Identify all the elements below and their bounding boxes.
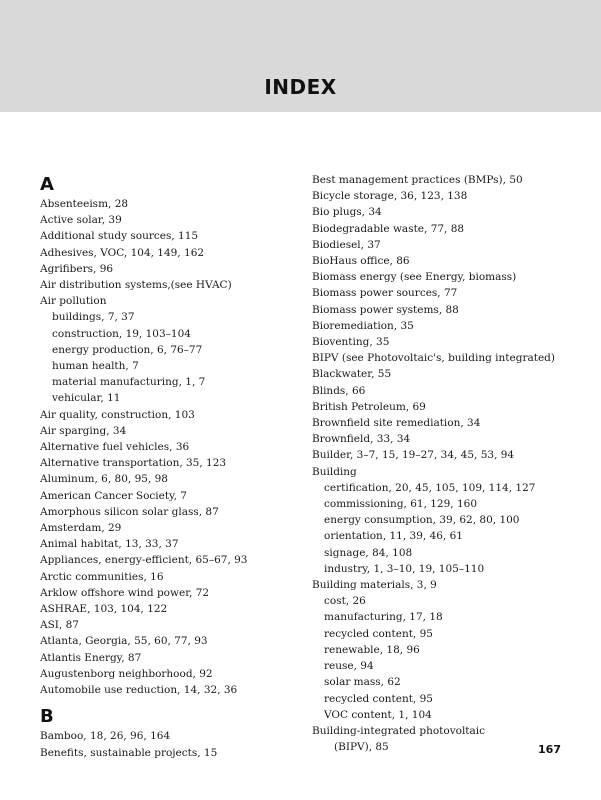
page-number: 167: [538, 743, 561, 756]
index-entry: Adhesives, VOC, 104, 149, 162: [40, 246, 205, 259]
index-entry: Active solar, 39: [40, 214, 122, 227]
index-entry: Biomass power sources, 77: [312, 287, 458, 300]
index-subentry: energy consumption, 39, 62, 80, 100: [324, 514, 520, 527]
index-entry: Air sparging, 34: [40, 424, 127, 437]
index-entry: Air quality, construction, 103: [40, 408, 195, 421]
index-subentry: solar mass, 62: [324, 676, 401, 689]
index-entry: Agrifibers, 96: [40, 262, 114, 275]
index-column-left: [40, 172, 310, 761]
index-entry: Absenteeism, 28: [40, 198, 129, 210]
index-entry: Arctic communities, 16: [40, 570, 164, 583]
index-subentry: recycled content, 95: [324, 627, 433, 640]
index-entry: Air distribution systems,(see HVAC): [40, 279, 232, 292]
index-entry: Atlantis Energy, 87: [40, 651, 142, 664]
index-entry: Bicycle storage, 36, 123, 138: [312, 190, 468, 203]
index-entry: Brownfield, 33, 34: [312, 433, 411, 446]
index-subentry: reuse, 94: [324, 660, 374, 673]
index-entry: Bamboo, 18, 26, 96, 164: [40, 730, 171, 743]
index-entry: Benefits, sustainable projects, 15: [40, 746, 218, 759]
section-letter-a: A: [40, 174, 54, 195]
index-entry: Automobile use reduction, 14, 32, 36: [40, 684, 238, 697]
index-entry: Aluminum, 6, 80, 95, 98: [40, 473, 168, 486]
section-letter-b: B: [40, 706, 54, 728]
index-subentry: vehicular, 11: [52, 392, 121, 405]
index-entry: Additional study sources, 115: [40, 230, 199, 243]
index-entry: Best management practices (BMPs), 50: [312, 174, 523, 186]
index-column-right: [312, 172, 582, 755]
index-entry: Atlanta, Georgia, 55, 60, 77, 93: [40, 635, 208, 648]
index-subentry: renewable, 18, 96: [324, 643, 420, 656]
index-subentry: energy production, 6, 76–77: [52, 343, 203, 356]
index-entry: Amsterdam, 29: [40, 522, 122, 535]
index-entry: Building: [312, 465, 357, 478]
index-entry: Bioremediation, 35: [312, 319, 414, 332]
index-subentry: industry, 1, 3–10, 19, 105–110: [324, 562, 485, 575]
index-subentry: commissioning, 61, 129, 160: [324, 498, 478, 511]
index-subentry: buildings, 7, 37: [52, 311, 135, 324]
index-entry: Bioventing, 35: [312, 336, 390, 349]
index-entry: Alternative transportation, 35, 123: [40, 457, 227, 470]
index-subentry: material manufacturing, 1, 7: [52, 376, 206, 389]
index-entry: Biomass energy (see Energy, biomass): [312, 271, 517, 284]
index-entry: Biomass power systems, 88: [312, 303, 459, 316]
index-entry: ASI, 87: [40, 619, 79, 632]
index-entry: Bio plugs, 34: [312, 206, 382, 219]
index-entry: Appliances, energy-efficient, 65–67, 93: [40, 554, 248, 567]
index-entry: Air pollution: [40, 295, 107, 308]
index-entry: Arklow offshore wind power, 72: [40, 586, 210, 599]
index-entry: British Petroleum, 69: [312, 400, 426, 413]
index-entry: Amorphous silicon solar glass, 87: [40, 505, 219, 518]
index-entry: Building-integrated photovoltaic: [312, 724, 486, 737]
index-entry: Building materials, 3, 9: [312, 579, 437, 592]
index-subentry: orientation, 11, 39, 46, 61: [324, 530, 463, 543]
index-entry: BioHaus office, 86: [312, 255, 410, 268]
index-subentry: recycled content, 95: [324, 692, 433, 705]
index-entry: BIPV (see Photovoltaic's, building integrated): [312, 352, 555, 365]
index-subentry: VOC content, 1, 104: [324, 708, 432, 721]
index-subentry: certification, 20, 45, 105, 109, 114, 127: [324, 481, 536, 494]
index-subentry: construction, 19, 103–104: [52, 327, 191, 340]
index-entry: Augustenborg neighborhood, 92: [40, 667, 213, 680]
index-entry-continuation: (BIPV), 85: [334, 741, 389, 754]
index-entry: Biodiesel, 37: [312, 238, 381, 251]
index-subentry: human health, 7: [52, 360, 139, 373]
index-subentry: cost, 26: [324, 595, 366, 608]
index-entry: Builder, 3–7, 15, 19–27, 34, 45, 53, 94: [312, 449, 515, 462]
index-entry: Brownfield site remediation, 34: [312, 417, 481, 430]
page-title: INDEX: [264, 75, 337, 99]
index-subentry: signage, 84, 108: [324, 546, 413, 559]
index-entry: Blinds, 66: [312, 384, 366, 397]
index-entry: Alternative fuel vehicles, 36: [40, 441, 190, 454]
index-entry: Blackwater, 55: [312, 368, 392, 381]
index-entry: Animal habitat, 13, 33, 37: [40, 538, 179, 551]
index-entry: ASHRAE, 103, 104, 122: [40, 603, 168, 616]
index-entry: Biodegradable waste, 77, 88: [312, 222, 465, 235]
index-subentry: manufacturing, 17, 18: [324, 611, 443, 624]
index-entry: American Cancer Society, 7: [40, 489, 187, 502]
